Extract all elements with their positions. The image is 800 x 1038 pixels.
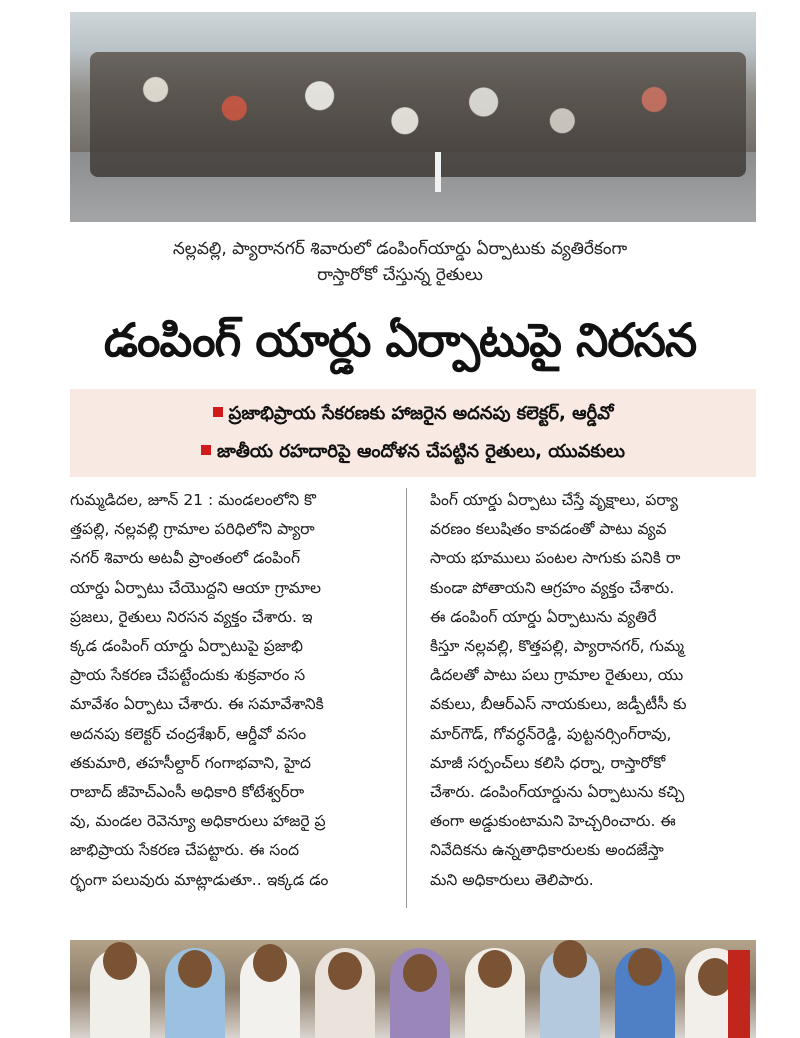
article-line: నగర్ శివారు అటవీ ప్రాంతంలో డంపింగ్ [70, 549, 301, 568]
article-line: త్తపల్లి, నల్లవల్లి గ్రామాల పరిధిలోని ప్యారా [70, 520, 315, 539]
lane-marking [435, 152, 441, 192]
article-line: రాబాద్ జీహెచ్‌ఎంసీ అధికారి కోటేశ్వర్‌రా [70, 783, 305, 802]
article-line: గుమ్మడిదల, జూన్ 21 : మండలంలోని కొ [70, 491, 317, 509]
protest-photo [70, 12, 756, 222]
subhead-1-text: ప్రజాభిప్రాయ సేకరణకు హాజరైన అదనపు కలెక్టర్, ఆర్డీవో [228, 403, 614, 424]
article-line: తకుమారి, తహసీల్దార్ గంగాభవాని, హైద [70, 753, 312, 772]
subhead-2 [70, 437, 756, 467]
article-line: మావేశం ఏర్పాటు చేశారు. ఈ సమావేశానికి [70, 695, 324, 714]
subhead-2-text: జాతీయ రహదారిపై ఆందోళన చేపట్టిన రైతులు, యువకులు [216, 441, 626, 462]
photo-caption-line-1: నల్లవల్లి, ప్యారానగర్ శివారులో డంపింగ్‌యార్డు ఏర్పాటుకు వ్యతిరేకంగా [172, 239, 628, 259]
article-line: సాయ భూములు పంటల సాగుకు పనికి రా [430, 549, 681, 568]
article-line: తంగా అడ్డుకుంటామని హెచ్చరించారు. ఈ [430, 812, 676, 831]
article-line: యార్డు ఏర్పాటు చేయొద్దని ఆయా గ్రామాల [70, 578, 321, 597]
article-column-left [70, 486, 390, 895]
person-head [253, 944, 287, 982]
person-head [403, 954, 437, 992]
person-head [553, 940, 587, 978]
person-head [103, 942, 137, 980]
article-line: వరణం కలుషితం కావడంతో పాటు వ్యవ [430, 520, 667, 539]
article-line: వు, మండల రెవెన్యూ అధికారులు హాజరై ప్ర [70, 812, 326, 831]
article-line: పింగ్ యార్డు ఏర్పాటు చేస్తే వృక్షాలు, పర్యా [430, 491, 679, 509]
article-line: వకులు, బీఆర్‌ఎస్ నాయకులు, జడ్పీటీసీ కు [430, 695, 687, 714]
photo-caption-line-2: రాస్తారోకో చేస్తున్న రైతులు [317, 265, 483, 285]
article-column-right [430, 486, 750, 895]
person-head [698, 958, 732, 996]
article-line: మార్‌గౌడ్, గోవర్ధన్‌రెడ్డి, పుట్టనర్సింగ్‌రావు, [430, 724, 672, 743]
article-line: నివేదికను ఉన్నతాధికారులకు అందజేస్తా [430, 841, 664, 860]
crowd [90, 52, 746, 177]
red-signboard [728, 950, 750, 1038]
column-divider [406, 488, 407, 908]
article-line: మాజీ సర్పంచ్‌లు కలిసి ధర్నా, రాస్తారోకో [430, 753, 666, 772]
article-line: ప్రజలు, రైతులు నిరసన వ్యక్తం చేశారు. ఇ [70, 607, 313, 626]
person-head [328, 952, 362, 990]
article-line: ర్భంగా పలువురు మాట్లాడుతూ.. ఇక్కడ డం [70, 870, 329, 889]
article-line: ప్రాయ సేకరణ చేపట్టేందుకు శుక్రవారం స [70, 666, 306, 685]
article-line: కిస్తూ నల్లవల్లి, కొత్తపల్లి, ప్యారానగర్, గుమ్మ [430, 637, 684, 656]
bullet-square-icon [213, 407, 223, 417]
group-photo [70, 940, 756, 1038]
subhead-1 [70, 399, 756, 429]
article-line: క్కడ డంపింగ్ యార్డు ఏర్పాటుపై ప్రజాభి [70, 637, 303, 656]
headline: డంపింగ్ యార్డు ఏర్పాటుపై నిరసన [103, 313, 697, 367]
article-line: జాభిప్రాయ సేకరణ చేపట్టారు. ఈ సంద [70, 841, 300, 860]
person-head [478, 950, 512, 988]
person-head [628, 948, 662, 986]
subhead-box [70, 389, 756, 477]
article-line: ఈ డంపింగ్ యార్డు ఏర్పాటును వ్యతిరే [430, 607, 657, 626]
article-line: అదనపు కలెక్టర్ చంద్రశేఖర్, ఆర్డీవో వసం [70, 724, 307, 743]
bullet-square-icon [201, 445, 211, 455]
article-line: మని అధికారులు తెలిపారు. [430, 870, 594, 889]
article-line: చేశారు. డంపింగ్‌యార్డును ఏర్పాటును కచ్చి [430, 783, 685, 802]
article-line: డిదలతో పాటు పలు గ్రామాల రైతులు, యు [430, 666, 684, 685]
article-line: కుండా పోతాయని ఆగ్రహం వ్యక్తం చేశారు. [430, 578, 675, 597]
person-head [178, 950, 212, 988]
